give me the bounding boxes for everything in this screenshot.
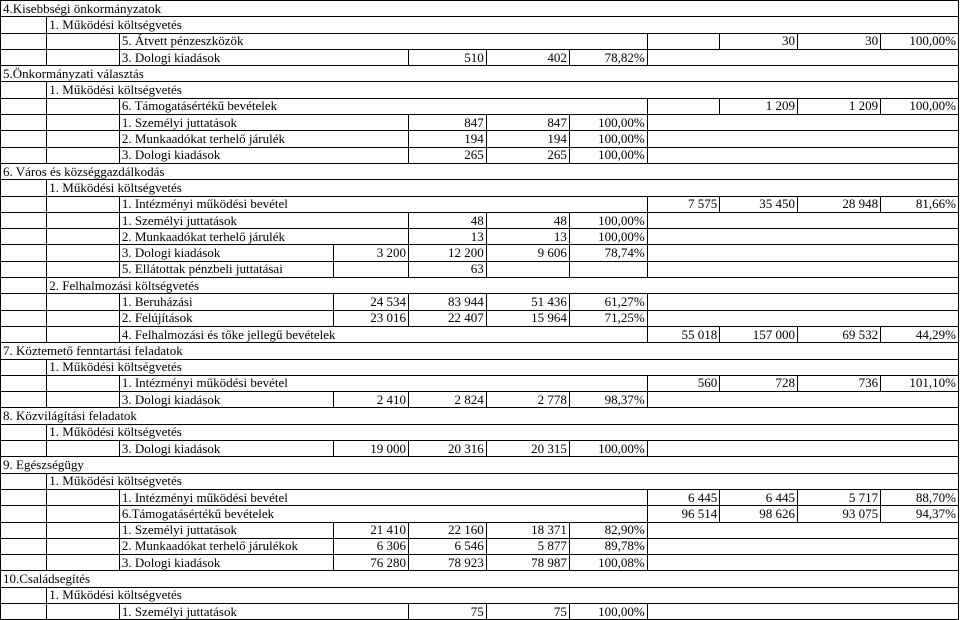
indent-cell (1, 538, 47, 554)
table-row (1, 82, 959, 98)
table-row (1, 294, 959, 310)
revenue-value: 728 (720, 375, 798, 391)
indent-cell (1, 506, 47, 522)
revenue-value: 93 075 (798, 506, 881, 522)
indent-cell (47, 115, 120, 131)
expense-value: 402 (486, 49, 569, 65)
revenue-value: 35 450 (720, 196, 798, 212)
indent-cell (1, 131, 47, 147)
revenue-value: 96 514 (647, 506, 720, 522)
line-item-label: 5. Átvett pénzeszközök (119, 33, 647, 49)
indent-cell (47, 131, 120, 147)
indent-cell (1, 326, 47, 342)
empty-cell (647, 441, 958, 457)
section-title: 10.Családsegítés (1, 571, 959, 587)
table-row (1, 506, 959, 522)
empty-cell (647, 245, 958, 261)
indent-cell (1, 555, 47, 571)
expense-value: 63 (408, 261, 486, 277)
indent-cell (47, 49, 120, 65)
table-row (1, 489, 959, 505)
revenue-value: 5 717 (798, 489, 881, 505)
empty-cell (647, 131, 958, 147)
indent-cell (1, 49, 47, 65)
indent-cell (47, 245, 120, 261)
revenue-percent: 100,00% (881, 33, 959, 49)
indent-cell (47, 555, 120, 571)
indent-cell (1, 196, 47, 212)
revenue-value: 30 (798, 33, 881, 49)
expense-value: 19 000 (334, 441, 409, 457)
line-item-label: 3. Dologi kiadások (119, 441, 334, 457)
line-item-label: 3. Dologi kiadások (119, 147, 408, 163)
subsection-title: 1. Működési költségvetés (47, 180, 959, 196)
expense-percent: 100,00% (569, 147, 647, 163)
indent-cell (1, 147, 47, 163)
table-row (1, 98, 959, 114)
expense-value: 15 964 (486, 310, 569, 326)
line-item-label: 1. Beruházási (119, 294, 334, 310)
expense-percent: 71,25% (569, 310, 647, 326)
indent-cell (47, 33, 120, 49)
expense-value: 510 (408, 49, 486, 65)
subsection-title: 1. Működési költségvetés (47, 82, 959, 98)
table-row (1, 115, 959, 131)
indent-cell (1, 212, 47, 228)
table-row (1, 245, 959, 261)
indent-cell (47, 326, 120, 342)
indent-cell (47, 489, 120, 505)
table-row (1, 424, 959, 440)
line-item-label: 1. Személyi juttatások (119, 603, 408, 619)
indent-cell (1, 180, 47, 196)
line-item-label: 1. Személyi juttatások (119, 212, 408, 228)
expense-value: 78 987 (486, 555, 569, 571)
expense-value: 78 923 (408, 555, 486, 571)
indent-cell (47, 196, 120, 212)
indent-cell (47, 229, 120, 245)
indent-cell (47, 392, 120, 408)
expense-value: 847 (408, 115, 486, 131)
table-row (1, 555, 959, 571)
indent-cell (47, 294, 120, 310)
indent-cell (1, 82, 47, 98)
indent-cell (1, 33, 47, 49)
empty-cell (647, 49, 958, 65)
line-item-label: 6. Támogatásértékű bevételek (119, 98, 647, 114)
revenue-percent: 100,00% (881, 98, 959, 114)
revenue-value: 560 (647, 375, 720, 391)
expense-value: 76 280 (334, 555, 409, 571)
indent-cell (47, 147, 120, 163)
empty-cell (647, 603, 958, 619)
indent-cell (1, 245, 47, 261)
revenue-value: 55 018 (647, 326, 720, 342)
expense-value: 22 160 (408, 522, 486, 538)
indent-cell (47, 603, 120, 619)
revenue-value: 1 209 (720, 98, 798, 114)
indent-cell (1, 489, 47, 505)
indent-cell (47, 212, 120, 228)
expense-percent: 100,00% (569, 441, 647, 457)
section-title: 4.Kisebbségi önkormányzatok (1, 1, 959, 17)
expense-value: 13 (486, 229, 569, 245)
table-row (1, 33, 959, 49)
indent-cell (1, 441, 47, 457)
section-title: 8. Közvilágítási feladatok (1, 408, 959, 424)
indent-cell (1, 294, 47, 310)
expense-percent: 82,90% (569, 522, 647, 538)
expense-value: 75 (486, 603, 569, 619)
expense-percent: 78,82% (569, 49, 647, 65)
empty-cell (647, 229, 958, 245)
expense-percent: 89,78% (569, 538, 647, 554)
table-row (1, 359, 959, 375)
indent-cell (1, 359, 47, 375)
table-row (1, 261, 959, 277)
indent-cell (1, 115, 47, 131)
indent-cell (47, 538, 120, 554)
line-item-label: 5. Ellátottak pénzbeli juttatásai (119, 261, 334, 277)
table-row (1, 1, 959, 17)
indent-cell (1, 229, 47, 245)
table-row (1, 343, 959, 359)
revenue-value: 30 (720, 33, 798, 49)
indent-cell (1, 603, 47, 619)
table-row (1, 310, 959, 326)
expense-percent: 100,00% (569, 603, 647, 619)
empty-cell (647, 310, 958, 326)
expense-percent (569, 261, 647, 277)
expense-value: 194 (486, 131, 569, 147)
empty-cell (647, 555, 958, 571)
empty-cell (647, 538, 958, 554)
empty-cell (647, 98, 720, 114)
line-item-label: 1. Intézményi működési bevétel (119, 375, 647, 391)
line-item-label: 1. Személyi juttatások (119, 115, 408, 131)
indent-cell (47, 310, 120, 326)
empty-cell (647, 294, 958, 310)
indent-cell (1, 473, 47, 489)
expense-value: 265 (408, 147, 486, 163)
expense-value: 48 (486, 212, 569, 228)
subsection-title: 1. Működési költségvetés (47, 587, 959, 603)
expense-percent: 98,37% (569, 392, 647, 408)
table-row (1, 441, 959, 457)
indent-cell (1, 587, 47, 603)
expense-value: 6 306 (334, 538, 409, 554)
table-row (1, 587, 959, 603)
table-row (1, 522, 959, 538)
expense-value: 2 824 (408, 392, 486, 408)
expense-percent: 78,74% (569, 245, 647, 261)
table-row (1, 473, 959, 489)
revenue-value: 157 000 (720, 326, 798, 342)
expense-value: 51 436 (486, 294, 569, 310)
line-item-label: 3. Dologi kiadások (119, 555, 334, 571)
revenue-percent: 44,29% (881, 326, 959, 342)
table-row (1, 392, 959, 408)
section-title: 5.Önkormányzati választás (1, 66, 959, 82)
line-item-label: 1. Intézményi működési bevétel (119, 489, 647, 505)
expense-value: 24 534 (334, 294, 409, 310)
indent-cell (1, 17, 47, 33)
table-row (1, 212, 959, 228)
table-row (1, 180, 959, 196)
empty-cell (647, 522, 958, 538)
expense-percent: 100,08% (569, 555, 647, 571)
empty-cell (647, 33, 720, 49)
indent-cell (1, 375, 47, 391)
indent-cell (1, 261, 47, 277)
revenue-value: 6 445 (647, 489, 720, 505)
revenue-percent: 94,37% (881, 506, 959, 522)
indent-cell (1, 98, 47, 114)
table-row (1, 278, 959, 294)
expense-value: 48 (408, 212, 486, 228)
expense-value (486, 261, 569, 277)
expense-value: 2 410 (334, 392, 409, 408)
indent-cell (1, 278, 47, 294)
subsection-title: 1. Működési költségvetés (47, 359, 959, 375)
table-body (1, 1, 959, 620)
table-row (1, 457, 959, 473)
expense-value (334, 261, 409, 277)
expense-value: 20 316 (408, 441, 486, 457)
revenue-value: 6 445 (720, 489, 798, 505)
section-title: 6. Város és községgazdálkodás (1, 163, 959, 179)
expense-value: 75 (408, 603, 486, 619)
revenue-value: 7 575 (647, 196, 720, 212)
expense-value: 5 877 (486, 538, 569, 554)
revenue-value: 98 626 (720, 506, 798, 522)
table-row (1, 163, 959, 179)
revenue-percent: 88,70% (881, 489, 959, 505)
table-row (1, 196, 959, 212)
table-row (1, 229, 959, 245)
indent-cell (1, 310, 47, 326)
expense-value: 13 (408, 229, 486, 245)
table-row (1, 603, 959, 619)
revenue-percent: 101,10% (881, 375, 959, 391)
expense-percent: 100,00% (569, 212, 647, 228)
line-item-label: 1. Személyi juttatások (119, 522, 334, 538)
table-row (1, 326, 959, 342)
expense-value: 265 (486, 147, 569, 163)
revenue-value: 28 948 (798, 196, 881, 212)
indent-cell (47, 98, 120, 114)
subsection-title: 1. Működési költségvetés (47, 473, 959, 489)
indent-cell (47, 506, 120, 522)
line-item-label: 3. Dologi kiadások (119, 392, 334, 408)
indent-cell (47, 441, 120, 457)
line-item-label: 2. Munkaadókat terhelő járulék (119, 131, 408, 147)
indent-cell (1, 522, 47, 538)
empty-cell (647, 147, 958, 163)
line-item-label: 2. Munkaadókat terhelő járulékok (119, 538, 334, 554)
line-item-label: 1. Intézményi működési bevétel (119, 196, 647, 212)
line-item-label: 3. Dologi kiadások (119, 245, 334, 261)
section-title: 7. Köztemető fenntartási feladatok (1, 343, 959, 359)
revenue-value: 69 532 (798, 326, 881, 342)
indent-cell (47, 522, 120, 538)
expense-value: 9 606 (486, 245, 569, 261)
expense-value: 20 315 (486, 441, 569, 457)
subsection-title: 1. Működési költségvetés (47, 424, 959, 440)
expense-percent: 100,00% (569, 131, 647, 147)
section-title: 9. Egészségügy (1, 457, 959, 473)
expense-value: 3 200 (334, 245, 409, 261)
empty-cell (647, 392, 958, 408)
expense-percent: 61,27% (569, 294, 647, 310)
revenue-value: 1 209 (798, 98, 881, 114)
expense-value: 22 407 (408, 310, 486, 326)
expense-value: 18 371 (486, 522, 569, 538)
expense-value: 847 (486, 115, 569, 131)
expense-value: 21 410 (334, 522, 409, 538)
revenue-value: 736 (798, 375, 881, 391)
expense-percent: 100,00% (569, 115, 647, 131)
table-row (1, 66, 959, 82)
empty-cell (647, 115, 958, 131)
line-item-label: 4. Felhalmozási és tőke jellegű bevételek (119, 326, 647, 342)
expense-percent: 100,00% (569, 229, 647, 245)
expense-value: 6 546 (408, 538, 486, 554)
line-item-label: 2. Felújítások (119, 310, 334, 326)
expense-value: 194 (408, 131, 486, 147)
empty-cell (647, 261, 958, 277)
indent-cell (1, 424, 47, 440)
subsection-title: 2. Felhalmozási költségvetés (47, 278, 959, 294)
table-row (1, 131, 959, 147)
expense-value: 2 778 (486, 392, 569, 408)
line-item-label: 2. Munkaadókat terhelő járulék (119, 229, 408, 245)
revenue-percent: 81,66% (881, 196, 959, 212)
expense-value: 12 200 (408, 245, 486, 261)
table-row (1, 375, 959, 391)
empty-cell (647, 212, 958, 228)
indent-cell (47, 261, 120, 277)
line-item-label: 3. Dologi kiadások (119, 49, 408, 65)
subsection-title: 1. Működési költségvetés (47, 17, 959, 33)
table-row (1, 17, 959, 33)
table-row (1, 49, 959, 65)
expense-value: 23 016 (334, 310, 409, 326)
indent-cell (1, 392, 47, 408)
table-row (1, 538, 959, 554)
expense-value: 83 944 (408, 294, 486, 310)
table-row (1, 147, 959, 163)
indent-cell (47, 375, 120, 391)
line-item-label: 6.Támogatásértékű bevételek (119, 506, 647, 522)
table-row (1, 571, 959, 587)
table-row (1, 408, 959, 424)
